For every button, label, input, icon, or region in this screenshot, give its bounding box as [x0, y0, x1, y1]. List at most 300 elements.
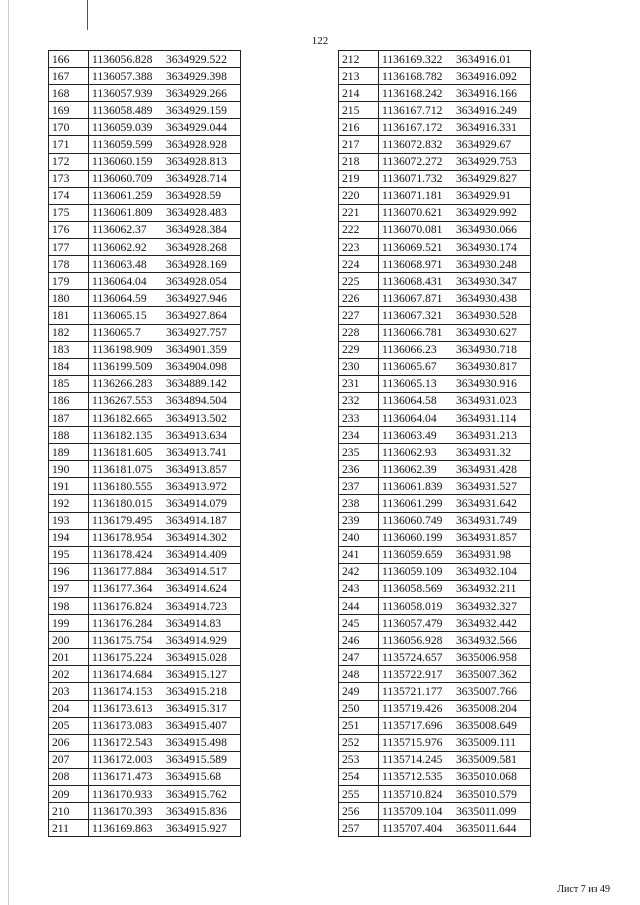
coordinates-cell: [379, 478, 531, 495]
y-coordinate: 3634931.642: [456, 496, 517, 510]
y-coordinate: 3634929.266: [166, 86, 227, 100]
coordinates-cell: [379, 85, 531, 102]
point-number: 196: [49, 563, 89, 580]
x-coordinate: 1135707.404: [382, 821, 443, 835]
y-coordinate: 3634931.428: [456, 462, 517, 476]
table-row: [339, 820, 531, 837]
y-coordinate: 3634916.331: [456, 120, 517, 134]
table-row: [49, 512, 241, 529]
table-row: [339, 615, 531, 632]
x-coordinate: 1135722.917: [382, 667, 443, 681]
y-coordinate: 3634931.023: [456, 394, 517, 408]
table-row: [49, 256, 241, 273]
table-row: [339, 392, 531, 409]
table-row: [339, 119, 531, 136]
coordinates-cell: [89, 820, 241, 837]
point-number: 253: [339, 751, 379, 768]
point-number: 211: [49, 820, 89, 837]
x-coordinate: 1136057.939: [92, 86, 153, 100]
table-row: [49, 563, 241, 580]
table-row: [49, 324, 241, 341]
coordinates-cell: [379, 683, 531, 700]
point-number: 247: [339, 649, 379, 666]
y-coordinate: 3634932.104: [456, 565, 517, 579]
y-coordinate: 3634929.044: [166, 120, 227, 134]
coordinates-cell: [379, 751, 531, 768]
table-row: [49, 221, 241, 238]
coordinates-cell: [379, 136, 531, 153]
point-number: 238: [339, 495, 379, 512]
point-number: 241: [339, 546, 379, 563]
table-row: [339, 683, 531, 700]
table-row: [339, 256, 531, 273]
table-row: [49, 751, 241, 768]
y-coordinate: 3635007.766: [456, 685, 517, 699]
table-row: [49, 717, 241, 734]
point-number: 198: [49, 598, 89, 615]
coordinates-cell: [89, 102, 241, 119]
point-number: 167: [49, 68, 89, 85]
coordinates-cell: [379, 666, 531, 683]
coordinates-cell: [89, 221, 241, 238]
x-coordinate: 1136177.364: [92, 582, 153, 596]
coordinates-cell: [89, 615, 241, 632]
x-coordinate: 1136172.543: [92, 736, 153, 750]
coordinates-cell: [379, 820, 531, 837]
y-coordinate: 3634928.928: [166, 138, 227, 152]
coordinates-cell: [89, 427, 241, 444]
coordinates-cell: [379, 615, 531, 632]
point-number: 219: [339, 170, 379, 187]
x-coordinate: 1136171.473: [92, 770, 153, 784]
coordinates-cell: [379, 307, 531, 324]
table-row: [339, 375, 531, 392]
y-coordinate: 3634928.268: [166, 240, 227, 254]
x-coordinate: 1136062.93: [382, 445, 437, 459]
y-coordinate: 3634929.522: [166, 52, 227, 66]
table-row: [339, 632, 531, 649]
table-row: [49, 153, 241, 170]
table-row: [339, 649, 531, 666]
table-row: [339, 580, 531, 597]
table-row: [339, 68, 531, 85]
y-coordinate: 3634931.527: [456, 479, 517, 493]
point-number: 172: [49, 153, 89, 170]
x-coordinate: 1136059.659: [382, 548, 443, 562]
x-coordinate: 1136167.712: [382, 103, 443, 117]
x-coordinate: 1136063.49: [382, 428, 437, 442]
x-coordinate: 1136168.242: [382, 86, 443, 100]
y-coordinate: 3634916.166: [456, 86, 517, 100]
point-number: 248: [339, 666, 379, 683]
coordinates-cell: [89, 307, 241, 324]
y-coordinate: 3634932.327: [456, 599, 517, 613]
y-coordinate: 3634915.836: [166, 804, 227, 818]
y-coordinate: 3634927.864: [166, 308, 227, 322]
table-row: [49, 580, 241, 597]
table-row: [49, 273, 241, 290]
point-number: 166: [49, 51, 89, 68]
y-coordinate: 3634930.817: [456, 360, 517, 374]
coordinates-cell: [379, 598, 531, 615]
table-row: [49, 768, 241, 785]
x-coordinate: 1136266.283: [92, 377, 153, 391]
table-row: [339, 324, 531, 341]
point-number: 243: [339, 580, 379, 597]
x-coordinate: 1136177.884: [92, 565, 153, 579]
coordinates-cell: [379, 358, 531, 375]
point-number: 250: [339, 700, 379, 717]
point-number: 168: [49, 85, 89, 102]
y-coordinate: 3634913.634: [166, 428, 227, 442]
coordinates-cell: [379, 221, 531, 238]
coordinates-cell: [89, 153, 241, 170]
coordinates-cell: [89, 546, 241, 563]
coordinates-cell: [89, 751, 241, 768]
point-number: 217: [339, 136, 379, 153]
table-row: [339, 666, 531, 683]
x-coordinate: 1136059.109: [382, 565, 443, 579]
coordinates-cell: [89, 512, 241, 529]
y-coordinate: 3634915.127: [166, 667, 227, 681]
x-coordinate: 1136167.172: [382, 120, 443, 134]
point-number: 256: [339, 803, 379, 820]
point-number: 201: [49, 649, 89, 666]
x-coordinate: 1136065.15: [92, 308, 147, 322]
x-coordinate: 1136068.431: [382, 274, 443, 288]
table-row: [49, 700, 241, 717]
point-number: 174: [49, 187, 89, 204]
x-coordinate: 1136071.732: [382, 172, 443, 186]
point-number: 210: [49, 803, 89, 820]
y-coordinate: 3635011.099: [456, 804, 517, 818]
point-number: 230: [339, 358, 379, 375]
point-number: 193: [49, 512, 89, 529]
y-coordinate: 3634929.67: [456, 138, 512, 152]
point-number: 194: [49, 529, 89, 546]
x-coordinate: 1136059.039: [92, 120, 153, 134]
x-coordinate: 1136067.321: [382, 308, 443, 322]
point-number: 203: [49, 683, 89, 700]
x-coordinate: 1136061.809: [92, 206, 153, 220]
x-coordinate: 1136063.48: [92, 257, 147, 271]
x-coordinate: 1136065.13: [382, 377, 437, 391]
table-row: [339, 444, 531, 461]
coordinates-cell: [89, 734, 241, 751]
point-number: 189: [49, 444, 89, 461]
coordinates-cell: [379, 392, 531, 409]
table-row: [49, 529, 241, 546]
point-number: 207: [49, 751, 89, 768]
table-row: [339, 358, 531, 375]
table-row: [339, 529, 531, 546]
x-coordinate: 1136068.971: [382, 257, 443, 271]
y-coordinate: 3634914.187: [166, 514, 227, 528]
table-row: [339, 427, 531, 444]
table-row: [339, 170, 531, 187]
y-coordinate: 3634932.211: [456, 582, 517, 596]
coordinates-cell: [379, 786, 531, 803]
x-coordinate: 1136070.081: [382, 223, 443, 237]
x-coordinate: 1136062.39: [382, 462, 437, 476]
x-coordinate: 1135724.657: [382, 650, 443, 664]
x-coordinate: 1136064.59: [92, 291, 147, 305]
y-coordinate: 3634929.159: [166, 103, 227, 117]
x-coordinate: 1136061.299: [382, 496, 443, 510]
point-number: 185: [49, 375, 89, 392]
coordinates-cell: [379, 734, 531, 751]
y-coordinate: 3635009.581: [456, 753, 517, 767]
point-number: 257: [339, 820, 379, 837]
y-coordinate: 3634929.91: [456, 189, 512, 203]
coordinates-cell: [379, 495, 531, 512]
x-coordinate: 1136061.839: [382, 479, 443, 493]
x-coordinate: 1135714.245: [382, 753, 443, 767]
point-number: 190: [49, 461, 89, 478]
point-number: 178: [49, 256, 89, 273]
x-coordinate: 1136168.782: [382, 69, 443, 83]
point-number: 235: [339, 444, 379, 461]
x-coordinate: 1135709.104: [382, 804, 443, 818]
coordinates-cell: [379, 717, 531, 734]
x-coordinate: 1136174.684: [92, 667, 153, 681]
x-coordinate: 1136070.621: [382, 206, 443, 220]
table-row: [49, 375, 241, 392]
y-coordinate: 3634914.079: [166, 496, 227, 510]
y-coordinate: 3634930.438: [456, 291, 517, 305]
point-number: 206: [49, 734, 89, 751]
y-coordinate: 3634927.757: [166, 326, 227, 340]
x-coordinate: 1135717.696: [382, 719, 443, 733]
table-row: [339, 546, 531, 563]
table-row: [339, 290, 531, 307]
y-coordinate: 3634913.857: [166, 462, 227, 476]
y-coordinate: 3634930.718: [456, 343, 517, 357]
point-number: 233: [339, 409, 379, 426]
y-coordinate: 3634914.517: [166, 565, 227, 579]
point-number: 228: [339, 324, 379, 341]
point-number: 175: [49, 204, 89, 221]
x-coordinate: 1136061.259: [92, 189, 153, 203]
table-row: [49, 444, 241, 461]
coordinates-cell: [379, 256, 531, 273]
point-number: 183: [49, 341, 89, 358]
table-row: [49, 341, 241, 358]
table-row: [49, 85, 241, 102]
point-number: 204: [49, 700, 89, 717]
point-number: 255: [339, 786, 379, 803]
x-coordinate: 1136178.954: [92, 531, 153, 545]
table-row: [49, 239, 241, 256]
y-coordinate: 3634928.384: [166, 223, 227, 237]
y-coordinate: 3634928.714: [166, 172, 227, 186]
y-coordinate: 3634916.01: [456, 52, 512, 66]
table-row: [49, 427, 241, 444]
table-row: [339, 307, 531, 324]
table-row: [49, 615, 241, 632]
coordinates-cell: [379, 187, 531, 204]
y-coordinate: 3634930.174: [456, 240, 517, 254]
point-number: 232: [339, 392, 379, 409]
point-number: 170: [49, 119, 89, 136]
y-coordinate: 3634932.566: [456, 633, 517, 647]
y-coordinate: 3634904.098: [166, 360, 227, 374]
table-row: [339, 204, 531, 221]
y-coordinate: 3634929.992: [456, 206, 517, 220]
x-coordinate: 1136181.075: [92, 462, 153, 476]
coordinates-cell: [89, 598, 241, 615]
point-number: 236: [339, 461, 379, 478]
coordinates-cell: [89, 256, 241, 273]
table-row: [49, 187, 241, 204]
coordinates-cell: [89, 495, 241, 512]
coordinates-cell: [89, 358, 241, 375]
margin-mark: [87, 0, 88, 30]
y-coordinate: 3634901.359: [166, 343, 227, 357]
y-coordinate: 3634928.59: [166, 189, 222, 203]
table-row: [339, 102, 531, 119]
table-row: [339, 136, 531, 153]
table-row: [339, 478, 531, 495]
table-row: [49, 119, 241, 136]
point-number: 218: [339, 153, 379, 170]
y-coordinate: 3634931.749: [456, 514, 517, 528]
x-coordinate: 1136062.37: [92, 223, 147, 237]
x-coordinate: 1136056.828: [92, 52, 153, 66]
x-coordinate: 1135721.177: [382, 685, 443, 699]
point-number: 226: [339, 290, 379, 307]
table-row: [49, 409, 241, 426]
point-number: 205: [49, 717, 89, 734]
point-number: 231: [339, 375, 379, 392]
x-coordinate: 1136060.749: [382, 514, 443, 528]
y-coordinate: 3634931.114: [456, 411, 517, 425]
coordinates-cell: [379, 803, 531, 820]
x-coordinate: 1136058.489: [92, 103, 153, 117]
table-row: [49, 820, 241, 837]
y-coordinate: 3634931.98: [456, 548, 512, 562]
y-coordinate: 3634914.929: [166, 633, 227, 647]
x-coordinate: 1136199.509: [92, 360, 153, 374]
coordinates-cell: [89, 324, 241, 341]
x-coordinate: 1136066.781: [382, 326, 443, 340]
coordinates-cell: [379, 546, 531, 563]
y-coordinate: 3634928.483: [166, 206, 227, 220]
y-coordinate: 3634931.32: [456, 445, 512, 459]
table-row: [339, 273, 531, 290]
coordinates-cell: [89, 461, 241, 478]
table-row: [49, 598, 241, 615]
y-coordinate: 3634927.946: [166, 291, 227, 305]
y-coordinate: 3635010.068: [456, 770, 517, 784]
x-coordinate: 1136060.199: [382, 531, 443, 545]
table-row: [339, 85, 531, 102]
x-coordinate: 1136072.272: [382, 155, 443, 169]
table-row: [49, 307, 241, 324]
coordinates-cell: [89, 239, 241, 256]
coordinates-cell: [379, 119, 531, 136]
coordinates-cell: [89, 803, 241, 820]
y-coordinate: 3634930.248: [456, 257, 517, 271]
table-row: [49, 546, 241, 563]
y-coordinate: 3634932.442: [456, 616, 517, 630]
table-row: [339, 512, 531, 529]
point-number: 209: [49, 786, 89, 803]
x-coordinate: 1136176.824: [92, 599, 153, 613]
x-coordinate: 1136057.388: [92, 69, 153, 83]
x-coordinate: 1136174.153: [92, 685, 153, 699]
coordinates-cell: [379, 529, 531, 546]
x-coordinate: 1136058.569: [382, 582, 443, 596]
y-coordinate: 3634915.927: [166, 821, 227, 835]
table-row: [49, 102, 241, 119]
point-number: 197: [49, 580, 89, 597]
left-margin-line: [8, 0, 9, 905]
y-coordinate: 3634929.753: [456, 155, 517, 169]
x-coordinate: 1136198.909: [92, 343, 153, 357]
point-number: 199: [49, 615, 89, 632]
table-row: [339, 221, 531, 238]
coordinates-cell: [89, 786, 241, 803]
table-row: [49, 392, 241, 409]
y-coordinate: 3634894.504: [166, 394, 227, 408]
coordinates-cell: [379, 768, 531, 785]
table-row: [339, 341, 531, 358]
x-coordinate: 1136062.92: [92, 240, 147, 254]
x-coordinate: 1136180.015: [92, 496, 153, 510]
table-row: [49, 666, 241, 683]
y-coordinate: 3634914.723: [166, 599, 227, 613]
table-row: [339, 153, 531, 170]
y-coordinate: 3634915.68: [166, 770, 222, 784]
coordinates-cell: [379, 170, 531, 187]
coordinates-cell: [379, 512, 531, 529]
table-row: [49, 734, 241, 751]
x-coordinate: 1136058.019: [382, 599, 443, 613]
x-coordinate: 1135719.426: [382, 702, 443, 716]
coordinates-cell: [89, 68, 241, 85]
coordinates-cell: [89, 204, 241, 221]
point-number: 223: [339, 239, 379, 256]
point-number: 202: [49, 666, 89, 683]
point-number: 171: [49, 136, 89, 153]
point-number: 224: [339, 256, 379, 273]
y-coordinate: 3634913.741: [166, 445, 227, 459]
x-coordinate: 1136179.495: [92, 514, 153, 528]
point-number: 186: [49, 392, 89, 409]
coordinates-cell: [89, 409, 241, 426]
coordinates-cell: [89, 85, 241, 102]
y-coordinate: 3634931.213: [456, 428, 517, 442]
x-coordinate: 1136180.555: [92, 479, 153, 493]
coordinates-cell: [89, 375, 241, 392]
table-row: [49, 290, 241, 307]
table-row: [339, 409, 531, 426]
point-number: 229: [339, 341, 379, 358]
point-number: 242: [339, 563, 379, 580]
x-coordinate: 1136064.04: [382, 411, 437, 425]
coordinates-cell: [89, 290, 241, 307]
y-coordinate: 3634928.054: [166, 274, 227, 288]
coordinates-cell: [89, 170, 241, 187]
y-coordinate: 3634915.498: [166, 736, 227, 750]
page-number: 122: [311, 35, 329, 47]
point-number: 176: [49, 221, 89, 238]
y-coordinate: 3635006.958: [456, 650, 517, 664]
x-coordinate: 1136169.863: [92, 821, 153, 835]
coordinates-cell: [89, 273, 241, 290]
coordinates-cell: [379, 290, 531, 307]
